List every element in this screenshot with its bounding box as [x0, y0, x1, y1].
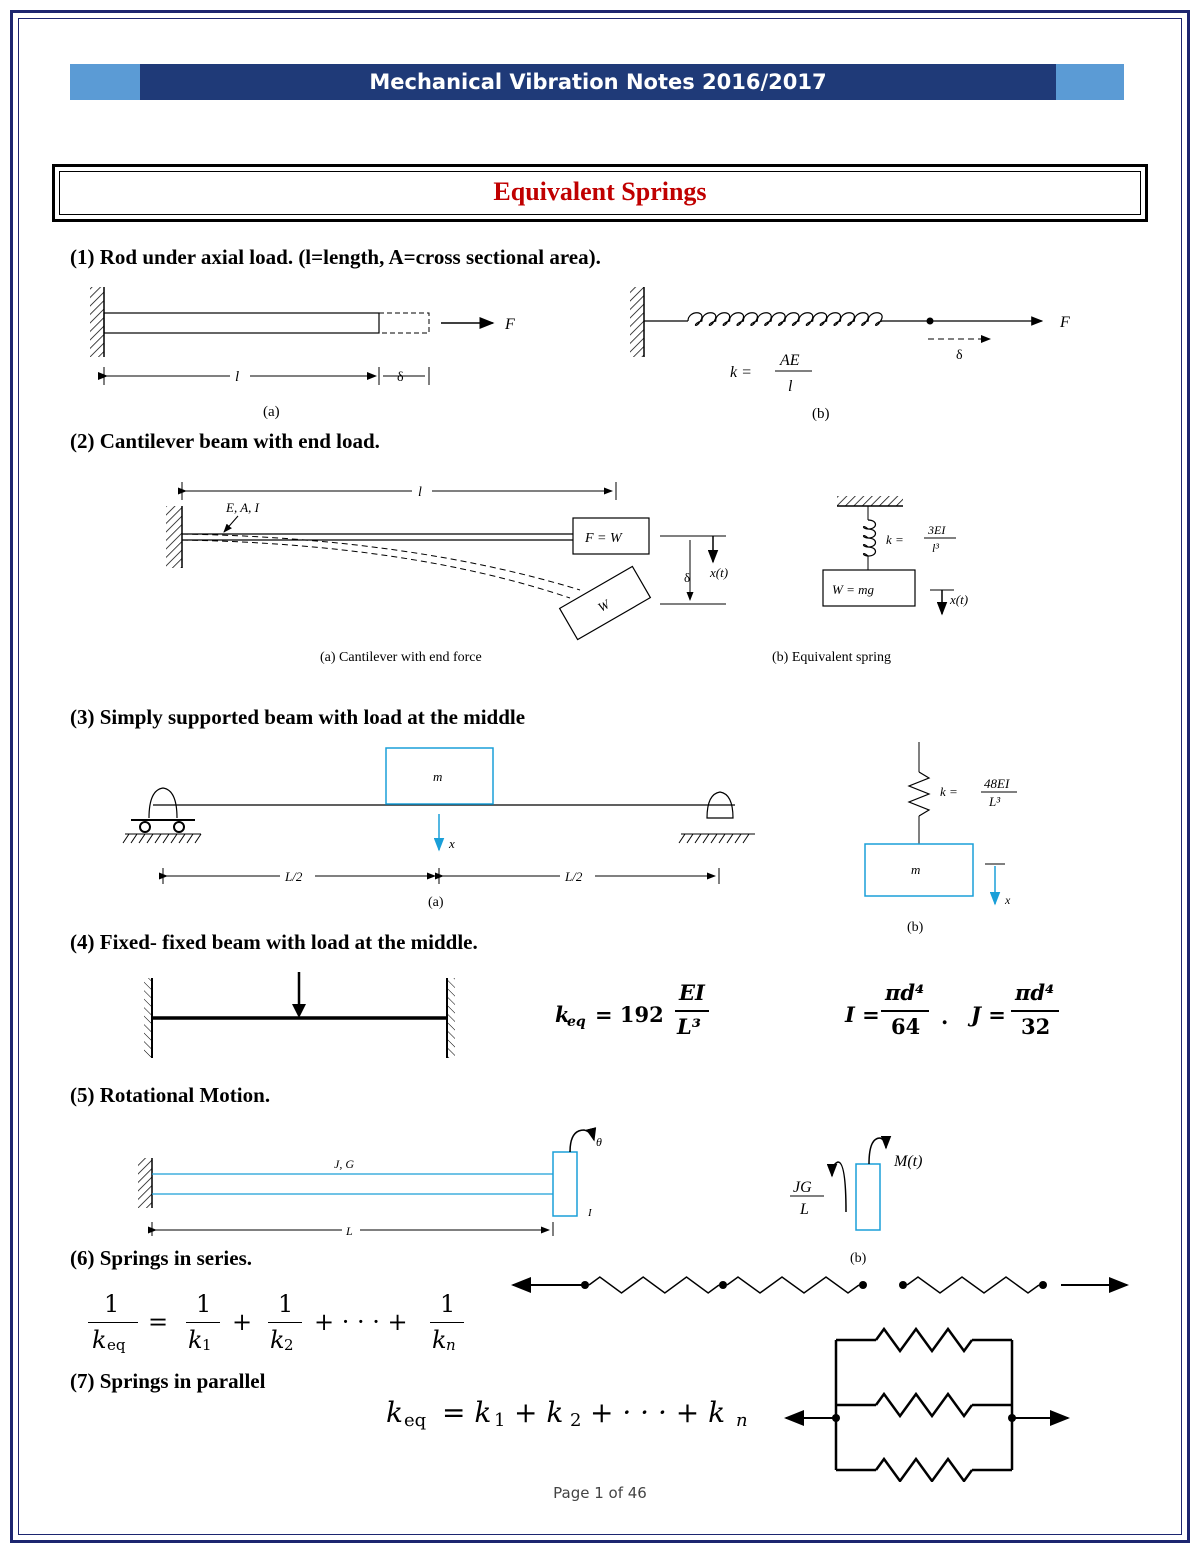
inertia-dot: .	[941, 1004, 949, 1029]
series-one-n: 1	[440, 1290, 456, 1318]
series-dots: + · · · +	[314, 1308, 408, 1336]
parallel-springs-diagram	[780, 1322, 1080, 1482]
cant-k: k =	[886, 532, 904, 547]
parallel-formula	[386, 1396, 766, 1446]
series-keq-sub: eq	[107, 1336, 126, 1354]
caption-5b: (b)	[850, 1251, 867, 1266]
keq-rhs: = 192	[595, 1002, 664, 1027]
cantilever-diagram	[160, 478, 980, 678]
series-one-lhs: 1	[104, 1290, 120, 1318]
rot-length: L	[346, 1224, 353, 1238]
par-kn-sub: n	[736, 1410, 748, 1431]
rod-equivalent-spring	[620, 285, 1090, 425]
rot-props: J, G	[334, 1157, 354, 1171]
mass-label: W	[595, 596, 612, 615]
force-label-b: F	[1060, 314, 1070, 331]
keq-num: EI	[679, 980, 705, 1005]
section-5-label: (5) Rotational Motion.	[70, 1083, 271, 1107]
fixed-fixed-diagram	[140, 970, 470, 1062]
force-label: F	[505, 316, 515, 333]
inertia-I: I =	[845, 1002, 880, 1027]
series-k2: k	[270, 1326, 285, 1354]
par-k1-sub: 1	[494, 1410, 506, 1431]
keq-sub: eq	[567, 1014, 586, 1030]
caption-2a: (a) Cantilever with end force	[320, 650, 482, 665]
simply-supported-diagram	[115, 742, 1045, 942]
ss-k-num: 48EI	[984, 776, 1010, 791]
caption-3a: (a)	[428, 895, 444, 910]
spring-coil	[688, 313, 882, 326]
cant-k-num: 3EI	[928, 523, 946, 537]
title-box	[52, 164, 1148, 222]
series-kn-sub: n	[446, 1336, 456, 1354]
par-kn: + · · · + k	[590, 1396, 726, 1429]
rot-theta: θ	[596, 1135, 602, 1149]
caption-1b: (b)	[812, 406, 830, 422]
cant-x-b: x(t)	[950, 592, 969, 607]
ss-k: k =	[940, 784, 958, 799]
series-k1-sub: 1	[202, 1336, 212, 1354]
series-equals: =	[148, 1308, 169, 1336]
inertia-J-den: 32	[1021, 1014, 1051, 1039]
rotational-diagram	[130, 1122, 960, 1272]
par-k1: = k	[442, 1396, 492, 1429]
rod	[104, 313, 379, 333]
half-length-left: L/2	[285, 869, 303, 884]
series-plus: +	[232, 1308, 253, 1336]
section-6-label: (6) Springs in series.	[70, 1246, 253, 1270]
cant-length-label: l	[418, 485, 422, 500]
series-one-2: 1	[278, 1290, 294, 1318]
k-denominator: l	[788, 378, 793, 395]
cant-x: x(t)	[710, 565, 729, 580]
series-one-1: 1	[196, 1290, 212, 1318]
par-k2: + k	[514, 1396, 564, 1429]
ss-x: x	[1005, 893, 1011, 907]
par-keq-sub: eq	[404, 1410, 427, 1431]
delta-label-b: δ	[956, 348, 963, 363]
cant-props-label: E, A, I	[226, 500, 259, 515]
equivalent-spring-coil	[864, 520, 876, 556]
series-keq: k	[92, 1326, 107, 1354]
inertia-J: J =	[971, 1002, 1006, 1027]
rot-jg-num: JG	[793, 1179, 812, 1196]
length-label: l	[235, 369, 240, 385]
series-springs-diagram	[505, 1265, 1140, 1305]
section-1-label: (1) Rod under axial load. (l=length, A=cross sectional area).	[70, 245, 601, 269]
rot-I: I	[588, 1207, 592, 1219]
ss-k-den: L³	[989, 794, 1001, 809]
middle-x-label: x	[449, 836, 455, 851]
cant-delta: δ	[684, 570, 691, 585]
rot-moment: M(t)	[894, 1153, 923, 1170]
caption-3b: (b)	[907, 920, 924, 935]
caption-1a: (a)	[263, 404, 280, 420]
wall-hatch	[90, 287, 104, 357]
series-k1: k	[188, 1326, 203, 1354]
inertia-formula	[845, 980, 1085, 1050]
series-kn: k	[432, 1326, 447, 1354]
rot-jg-den: L	[800, 1201, 809, 1218]
keq-den: L³	[677, 1014, 701, 1039]
par-keq: k	[386, 1396, 403, 1429]
load-box-label: F = W	[585, 531, 622, 546]
inertia-I-num: πd⁴	[885, 980, 925, 1005]
k-numerator: AE	[780, 352, 800, 369]
k-label: k =	[730, 364, 752, 381]
caption-2b: (b) Equivalent spring	[772, 650, 891, 665]
half-length-right: L/2	[565, 869, 583, 884]
section-3-label: (3) Simply supported beam with load at the middle	[70, 705, 526, 729]
rod-axial-diagram	[85, 285, 545, 425]
section-7-label: (7) Springs in parallel	[70, 1369, 266, 1393]
cant-k-den: l³	[932, 541, 939, 555]
series-k2-sub: 2	[284, 1336, 294, 1354]
inertia-J-num: πd⁴	[1015, 980, 1055, 1005]
section-2-label: (2) Cantilever beam with end load.	[70, 429, 380, 453]
series-formula	[88, 1290, 488, 1360]
middle-mass-label: m	[433, 769, 443, 784]
page-title: Equivalent Springs	[493, 177, 707, 206]
section-4-label: (4) Fixed- fixed beam with load at the middle.	[70, 930, 478, 954]
page-number: Page 1 of 46	[553, 1484, 647, 1502]
header-title: Mechanical Vibration Notes 2016/2017	[140, 64, 1056, 100]
cant-w: W = mg	[832, 582, 874, 597]
par-k2-sub: 2	[570, 1410, 582, 1431]
inertia-I-den: 64	[891, 1014, 921, 1039]
delta-label: δ	[397, 370, 404, 385]
keq-k: k	[555, 1002, 570, 1027]
ss-mass-label: m	[911, 862, 921, 877]
